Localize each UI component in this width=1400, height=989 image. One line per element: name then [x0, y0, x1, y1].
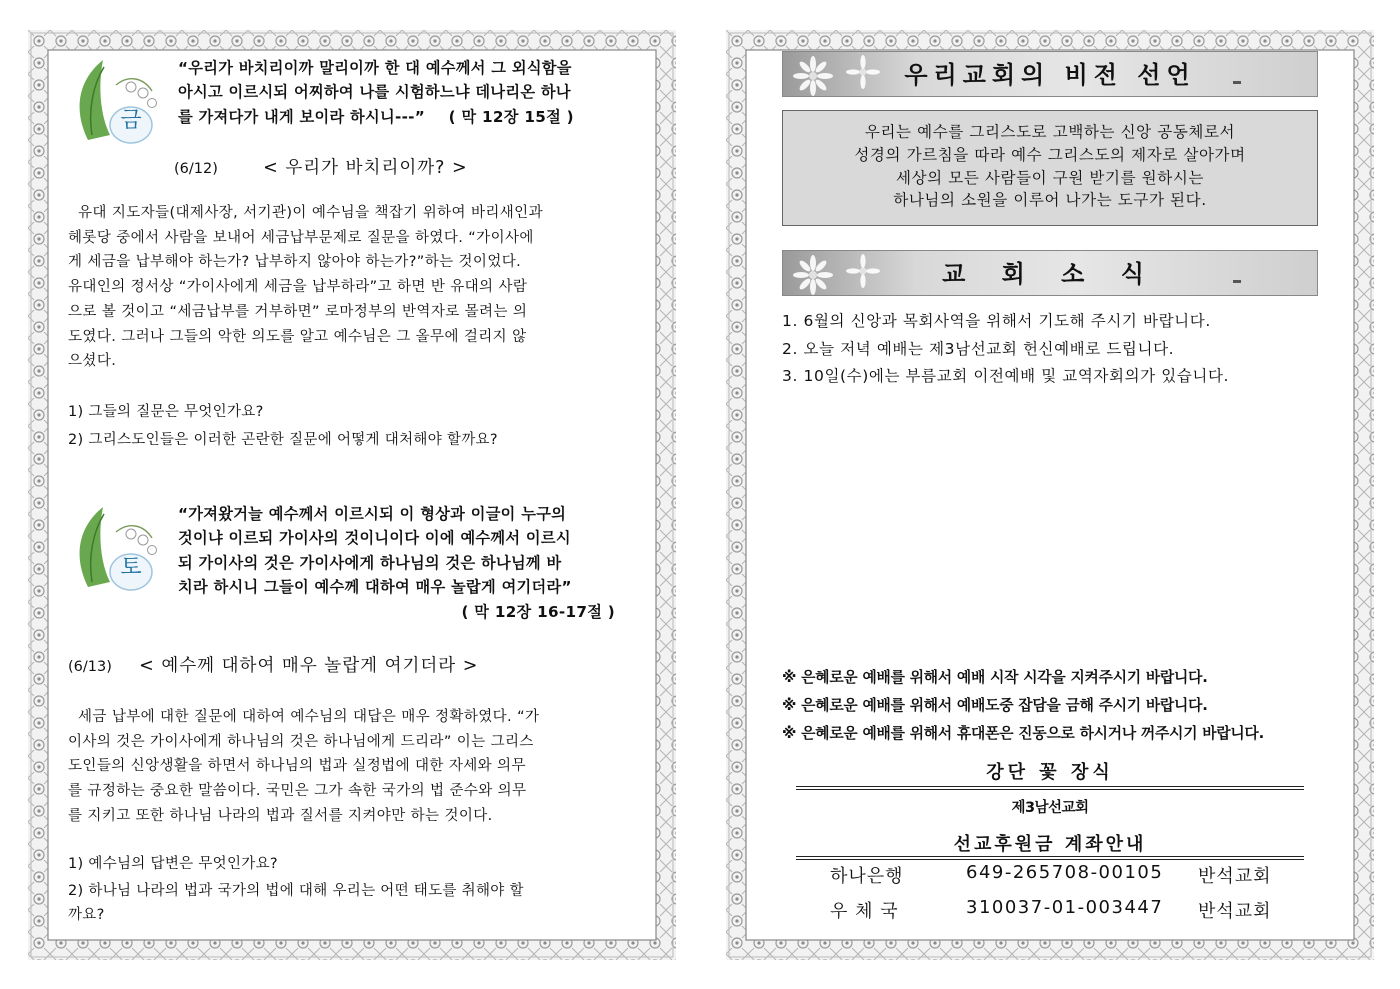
question-line: 2) 그리스도인들은 이러한 곤란한 질문에 어떻게 대처해야 할까요?: [68, 431, 498, 448]
account-number: 310037-01-003447: [966, 897, 1164, 918]
vision-line: 성경의 가르침을 따라 예수 그리스도의 제자로 살아가며: [854, 145, 1246, 164]
friday-title-text: < 우리가 바치리이까? >: [263, 158, 468, 178]
vision-line: 세상의 모든 사람들이 구원 받기를 원하시는: [896, 168, 1204, 187]
account-info-title: 선교후원금 계좌안내: [953, 834, 1147, 855]
church-news-banner: [782, 250, 1318, 296]
worship-notice-list: [782, 664, 1342, 747]
saturday-date: (6/13): [68, 659, 112, 675]
vision-title: 우리교회의 비전 선언: [904, 61, 1196, 89]
friday-day-label: 금: [120, 108, 142, 133]
saturday-day-label: 토: [120, 555, 142, 580]
question-line: 2) 하나님 나라의 법과 국가의 법에 대해 우리는 어떤 태도를 취해야 할: [68, 882, 524, 899]
question-line: 까요?: [68, 907, 105, 924]
saturday-questions: [68, 852, 643, 928]
saturday-verse-reference: ( 막 12장 16-17절 ): [461, 602, 615, 621]
verse-line: “가져왔거늘 예수께서 이르시되 이 형상과 이글이 누구의: [178, 505, 567, 523]
verse-line: “우리가 바치리이까 말리이까 한 대 예수께서 그 외식함을: [178, 59, 572, 77]
body-line: 으셨다.: [68, 353, 117, 370]
verse-line: 되 가이사의 것은 가이사에게 하나님의 것은 하나님께 바: [178, 553, 562, 572]
vision-line: 하나님의 소원을 이루어 나가는 도구가 된다.: [893, 191, 1207, 210]
body-line: 도인들의 신앙생활을 하면서 하나님의 법과 실정법에 대한 자세와 의무: [68, 758, 526, 775]
verse-line: 를 가져다가 내게 보이라 하시니---”: [178, 107, 426, 126]
vision-line: 우리는 예수를 그리스도로 고백하는 신앙 공동체로서: [864, 123, 1236, 141]
account-number: 649-265708-00105: [966, 862, 1164, 883]
friday-questions: [68, 400, 643, 452]
friday-date: (6/12): [174, 161, 218, 177]
verse-line: 것이냐 이르되 가이사의 것이니이다 이에 예수께서 이르시: [178, 529, 571, 548]
vision-banner: [782, 51, 1318, 97]
divider: [796, 856, 1304, 860]
friday-verse-reference: ( 막 12장 15절 ): [448, 107, 574, 126]
account-holder: 반석교회: [1198, 901, 1272, 922]
news-item: 3. 10일(수)에는 부름교회 이전예배 및 교역자회의가 있습니다.: [782, 367, 1230, 385]
account-bank: 우 체 국: [830, 901, 899, 922]
body-line: 세금 납부에 대한 질문에 대하여 예수님의 대답은 매우 정확하였다. “가: [78, 709, 540, 725]
banner-decoration: [1233, 81, 1241, 84]
question-line: 1) 그들의 질문은 무엇인가요?: [68, 404, 264, 420]
altar-flower-title: 강단 꽃 장식: [986, 762, 1114, 783]
right-page: [726, 30, 1374, 960]
account-bank: 하나은행: [830, 866, 904, 887]
body-line: 를 지키고 또한 하나님 나라의 법과 질서를 지켜야만 하는 것이다.: [68, 807, 493, 824]
body-line: 유대인의 정서상 “가이사에게 세금을 납부하라”고 하면 반 유대의 사람: [68, 279, 528, 296]
notice-item: ※ 은혜로운 예배를 위해서 휴대폰은 진동으로 하시거나 꺼주시기 바랍니다.: [782, 724, 1265, 742]
divider: [796, 786, 1304, 790]
notice-item: ※ 은혜로운 예배를 위해서 예배도중 잡담을 금해 주시기 바랍니다.: [782, 696, 1208, 714]
body-line: 게 세금을 납부해야 하는가? 납부하지 않아야 하는가?”하는 것이었다.: [68, 254, 522, 271]
account-holder: 반석교회: [1198, 866, 1272, 887]
body-line: 으로 볼 것이고 “세금납부를 거부하면” 로마정부의 반역자로 몰려는 의: [68, 303, 528, 320]
body-line: 도였다. 그러나 그들의 악한 의도를 알고 예수님은 그 올무에 걸리지 않: [68, 328, 527, 345]
altar-flower-donor: 제3남선교회: [1011, 800, 1089, 816]
saturday-body: [68, 705, 643, 829]
body-line: 헤롯당 중에서 사람을 보내어 세금납부문제로 질문을 하였다. “가이사에: [68, 229, 534, 246]
notice-item: ※ 은혜로운 예배를 위해서 예배 시작 시각을 지켜주시기 바랍니다.: [782, 669, 1208, 686]
verse-line: 치라 하시니 그들이 예수께 대하여 매우 놀랍게 여기더라”: [178, 578, 572, 597]
banner-decoration: [1233, 280, 1241, 283]
friday-body: [68, 201, 643, 374]
vision-statement-box: [782, 110, 1318, 226]
verse-line: 아시고 이르시되 어찌하여 나를 시험하느냐 데나리온 하나: [178, 83, 571, 102]
saturday-title-text: < 예수께 대하여 매우 놀랍게 여기더라 >: [139, 656, 479, 676]
body-line: 유대 지도자들(대제사장, 서기관)이 예수님을 책잡기 위하여 바리새인과: [78, 205, 543, 221]
question-line: 1) 예수님의 답변은 무엇인가요?: [68, 856, 278, 872]
friday-verse: [178, 56, 633, 129]
church-news-title: 교 회 소 식: [942, 260, 1158, 288]
saturday-title: [68, 652, 478, 677]
body-line: 이사의 것은 가이사에게 하나님의 것은 하나님에게 드리라” 이는 그리스: [68, 733, 534, 750]
saturday-verse: [178, 502, 633, 624]
news-item: 1. 6월의 신앙과 목회사역을 위해서 기도해 주시기 바랍니다.: [782, 312, 1211, 330]
saturday-lily-icon: [68, 502, 168, 592]
news-item: 2. 오늘 저녁 예배는 제3남선교회 헌신예배로 드립니다.: [782, 339, 1175, 358]
friday-lily-icon: [68, 55, 168, 145]
body-line: 를 규정하는 중요한 말씀이다. 국민은 그가 속한 국가의 법 준수와 의무: [68, 783, 527, 800]
left-page: [28, 30, 676, 960]
church-news-list: [782, 308, 1342, 391]
friday-title: [174, 154, 468, 179]
